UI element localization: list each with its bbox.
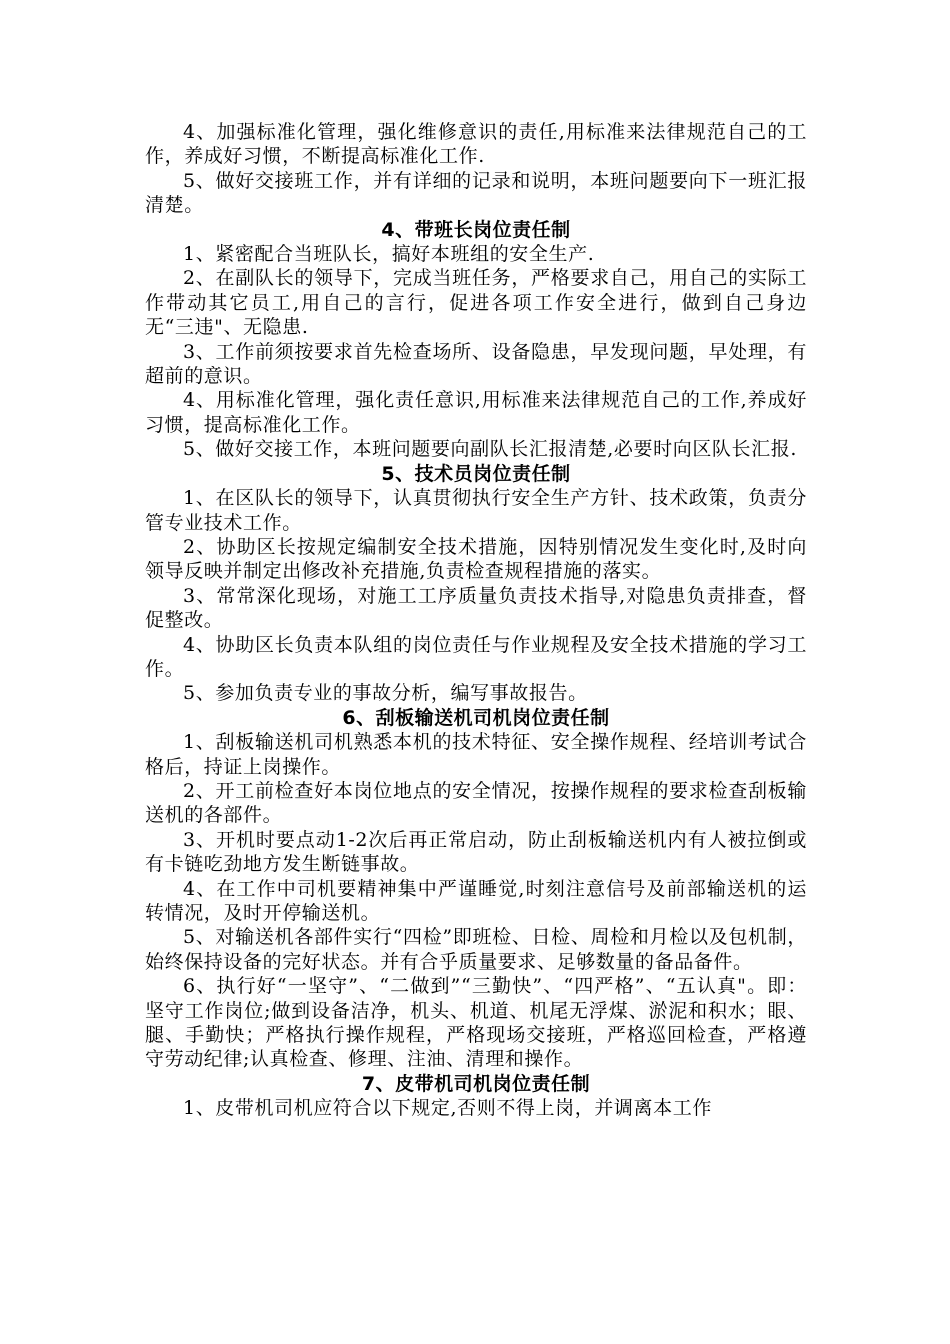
document-body <box>145 120 807 1121</box>
paragraph: 5、做好交接班工作，并有详细的记录和说明，本班问题要向下一班汇报清楚。 <box>145 169 807 217</box>
paragraph: 3、开机时要点动1-2次后再正常启动，防止刮板输送机内有人被拉倒或有卡链吃劲地方发生断链事故。 <box>145 828 807 876</box>
paragraph: 2、开工前检查好本岗位地点的安全情况，按操作规程的要求检查刮板输送机的各部件。 <box>145 779 807 827</box>
paragraph: 1、在区队长的领导下，认真贯彻执行安全生产方针、技术政策，负责分管专业技术工作。 <box>145 487 807 534</box>
paragraph: 1、刮板输送机司机熟悉本机的技术特征、安全操作规程、经培训考试合格后，持证上岗操作。 <box>145 731 807 778</box>
paragraph: 4、协助区长负责本队组的岗位责任与作业规程及安全技术措施的学习工作。 <box>145 633 807 680</box>
paragraph: 1、皮带机司机应符合以下规定,否则不得上岗，并调离本工作 <box>183 1097 712 1120</box>
paragraph: 1、紧密配合当班队长，搞好本班组的安全生产. <box>183 243 595 266</box>
paragraph: 3、常常深化现场，对施工工序质量负责技术指导,对隐患负责排查，督促整改。 <box>145 584 807 632</box>
section-heading: 7、皮带机司机岗位责任制 <box>361 1072 591 1095</box>
section-heading: 4、带班长岗位责任制 <box>381 218 571 241</box>
paragraph: 4、在工作中司机要精神集中严谨睡觉,时刻注意信号及前部输送机的运转情况，及时开停输送机。 <box>145 877 807 924</box>
section-heading: 6、刮板输送机司机岗位责任制 <box>342 706 610 729</box>
paragraph: 2、协助区长按规定编制安全技术措施，因特别情况发生变化时,及时向领导反映并制定出修改补充措施,负责检查规程措施的落实。 <box>145 535 807 583</box>
paragraph: 4、用标准化管理，强化责任意识,用标准来法律规范自己的工作,养成好习惯，提高标准化工作。 <box>145 389 807 436</box>
paragraph: 5、参加负责专业的事故分析，编写事故报告。 <box>183 682 588 705</box>
paragraph: 3、工作前须按要求首先检查场所、设备隐患，早发现问题，早处理，有超前的意识。 <box>145 340 807 388</box>
paragraph: 6、执行好“一坚守”、“二做到”“三勤快”、“四严格”、“五认真"。即：坚守工作岗位;做到设备洁净，机头、机道、机尾无浮煤、淤泥和积水；眼、腿、手勤快；严格执行操作规程，严格现场交接班，严格巡回检查，严格遵守劳动纪律;认真检查、修理、注油、清理和操作。 <box>145 975 807 1071</box>
paragraph: 5、对输送机各部件实行“四检”即班检、日检、周检和月检以及包机制，始终保持设备的完好状态。并有合乎质量要求、足够数量的备品备件。 <box>145 926 807 973</box>
paragraph: 4、加强标准化管理，强化维修意识的责任,用标准来法律规范自己的工作，养成好习惯，不断提高标准化工作. <box>145 121 807 168</box>
paragraph: 2、在副队长的领导下，完成当班任务，严格要求自己，用自己的实际工作带动其它员工,用自己的言行，促进各项工作安全进行，做到自己身边无“三违"、无隐患. <box>145 267 807 339</box>
paragraph: 5、做好交接工作，本班问题要向副队长汇报清楚,必要时向区队长汇报. <box>183 438 797 461</box>
section-heading: 5、技术员岗位责任制 <box>381 462 571 485</box>
